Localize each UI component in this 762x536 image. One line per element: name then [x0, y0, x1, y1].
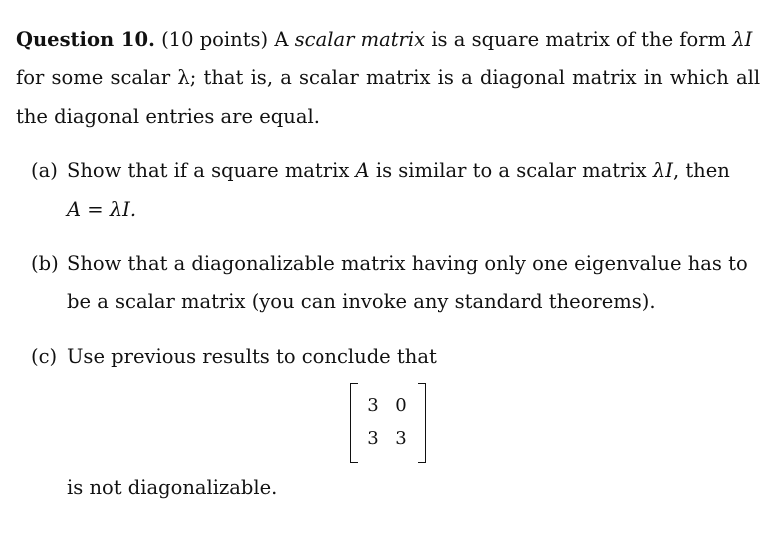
part-a-text-1: Show that if a square matrix — [67, 159, 350, 182]
matrix-cell: 3 — [395, 428, 407, 449]
matrix-cell: 3 — [367, 395, 379, 416]
part-c-line-1 — [31, 345, 437, 369]
lambda-i-expression: λI — [732, 28, 753, 51]
part-b-text-1: Show that a diagonalizable matrix having only one eigenvalue has to — [67, 252, 748, 275]
question-points: (10 points) A — [161, 28, 289, 51]
matrix-left-bracket — [350, 383, 358, 463]
part-a-equation: A = λI. — [67, 198, 137, 221]
question-intro-line-1 — [16, 28, 752, 52]
part-b-line-1 — [31, 252, 748, 276]
question-intro-line-3: the diagonal entries are equal. — [16, 105, 320, 128]
part-a-lambda-i: λI — [652, 159, 673, 182]
matrix-a-symbol: A — [355, 159, 370, 182]
matrix-right-bracket — [418, 383, 426, 463]
part-a-text-2: is similar to a scalar matrix — [375, 159, 647, 182]
scalar-matrix-term: scalar matrix — [294, 28, 426, 51]
example-matrix — [350, 383, 426, 463]
definition-text: is a square matrix of the form — [431, 28, 727, 51]
part-c-label: (c) — [31, 345, 58, 368]
part-a-text-3: , then — [672, 159, 730, 182]
matrix-cell: 3 — [367, 428, 379, 449]
question-number: Question 10. — [16, 28, 155, 51]
question-intro-line-2: for some scalar λ; that is, a scalar matrix is a diagonal matrix in which all — [16, 66, 761, 89]
matrix-cell: 0 — [395, 395, 407, 416]
part-c-text-1: Use previous results to conclude that — [67, 345, 437, 368]
part-b-label: (b) — [31, 252, 59, 275]
part-a-line-1 — [31, 159, 730, 183]
part-a-label: (a) — [31, 159, 58, 182]
part-c-conclusion: is not diagonalizable. — [67, 476, 278, 499]
part-b-line-2: be a scalar matrix (you can invoke any standard theorems). — [67, 290, 656, 313]
